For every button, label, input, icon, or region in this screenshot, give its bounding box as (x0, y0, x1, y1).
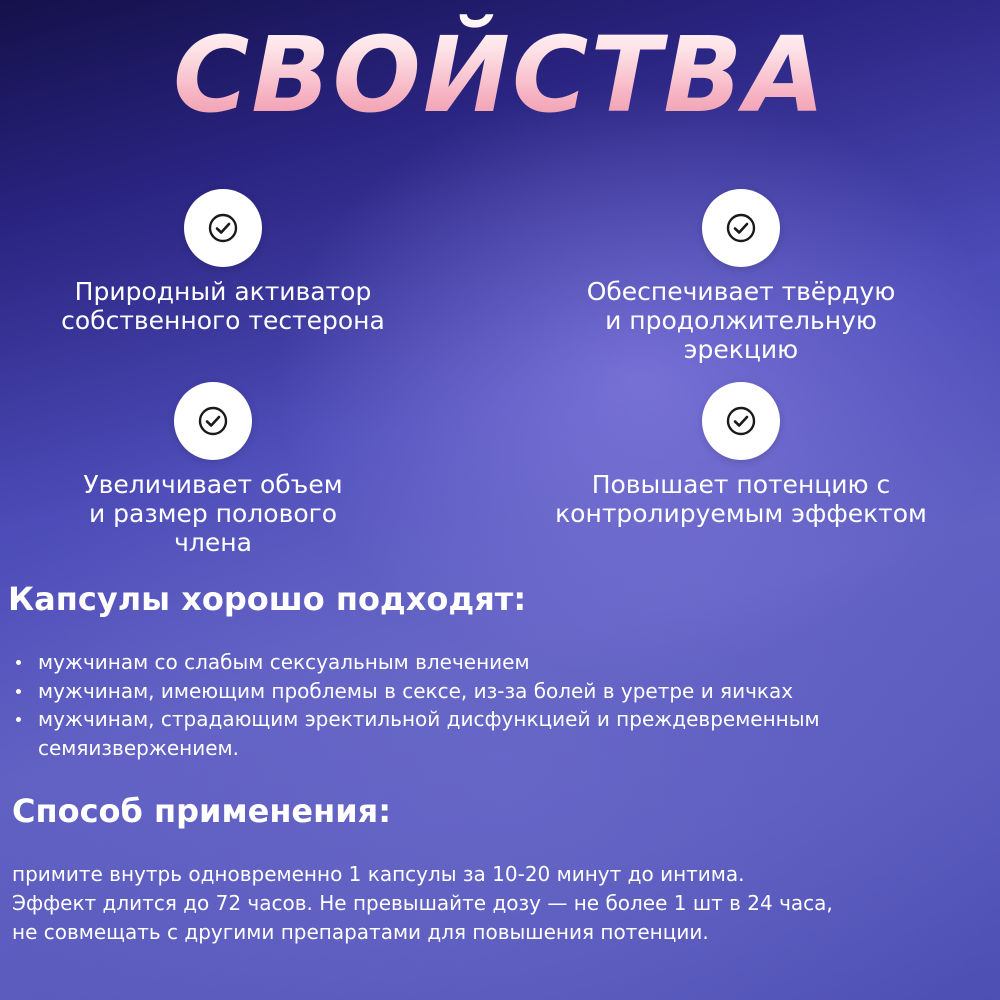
check-circle-icon (702, 382, 780, 460)
list-item (14, 648, 994, 677)
list-item (14, 705, 994, 762)
feature-text: Повышает потенцию с контролируемым эффектом (555, 470, 927, 528)
feature-item-potency (531, 382, 951, 528)
check-circle-icon (184, 189, 262, 267)
usage-text: примите внутрь одновременно 1 капсулы за 10-20 минут до интима. Эффект длится до 72 часов. Не превышайте дозу — не более 1 шт в 24 часа, не совмещать с другими препаратами для повышения потенции. (12, 862, 833, 944)
feature-item-erection (531, 189, 951, 364)
list-item-text: мужчинам, имеющим проблемы в сексе, из-за болей в уретре и яичках (38, 678, 794, 703)
feature-text: Обеспечивает твёрдую и продолжительную эрекцию (586, 277, 896, 364)
page-title: СВОЙСТВА (0, 10, 1000, 140)
feature-text: Природный активатор собственного тестерона (61, 277, 385, 335)
list-item-text: мужчинам со слабым сексуальным влечением (38, 650, 530, 674)
check-circle-icon (174, 382, 252, 460)
usage-heading: Способ применения: (12, 792, 391, 830)
bullet-icon (16, 717, 21, 722)
feature-item-activator (13, 189, 433, 335)
list-item (14, 677, 994, 706)
bullet-icon (16, 689, 21, 694)
suitable-heading: Капсулы хорошо подходят: (8, 580, 527, 618)
list-item-text: мужчинам, страдающим эректильной дисфункцией и преждевременным семяизвержением. (38, 707, 820, 760)
suitable-list (14, 648, 994, 762)
check-circle-icon (702, 189, 780, 267)
feature-item-size (3, 382, 423, 557)
feature-text: Увеличивает объем и размер полового члена (83, 470, 343, 557)
bullet-icon (16, 660, 21, 665)
